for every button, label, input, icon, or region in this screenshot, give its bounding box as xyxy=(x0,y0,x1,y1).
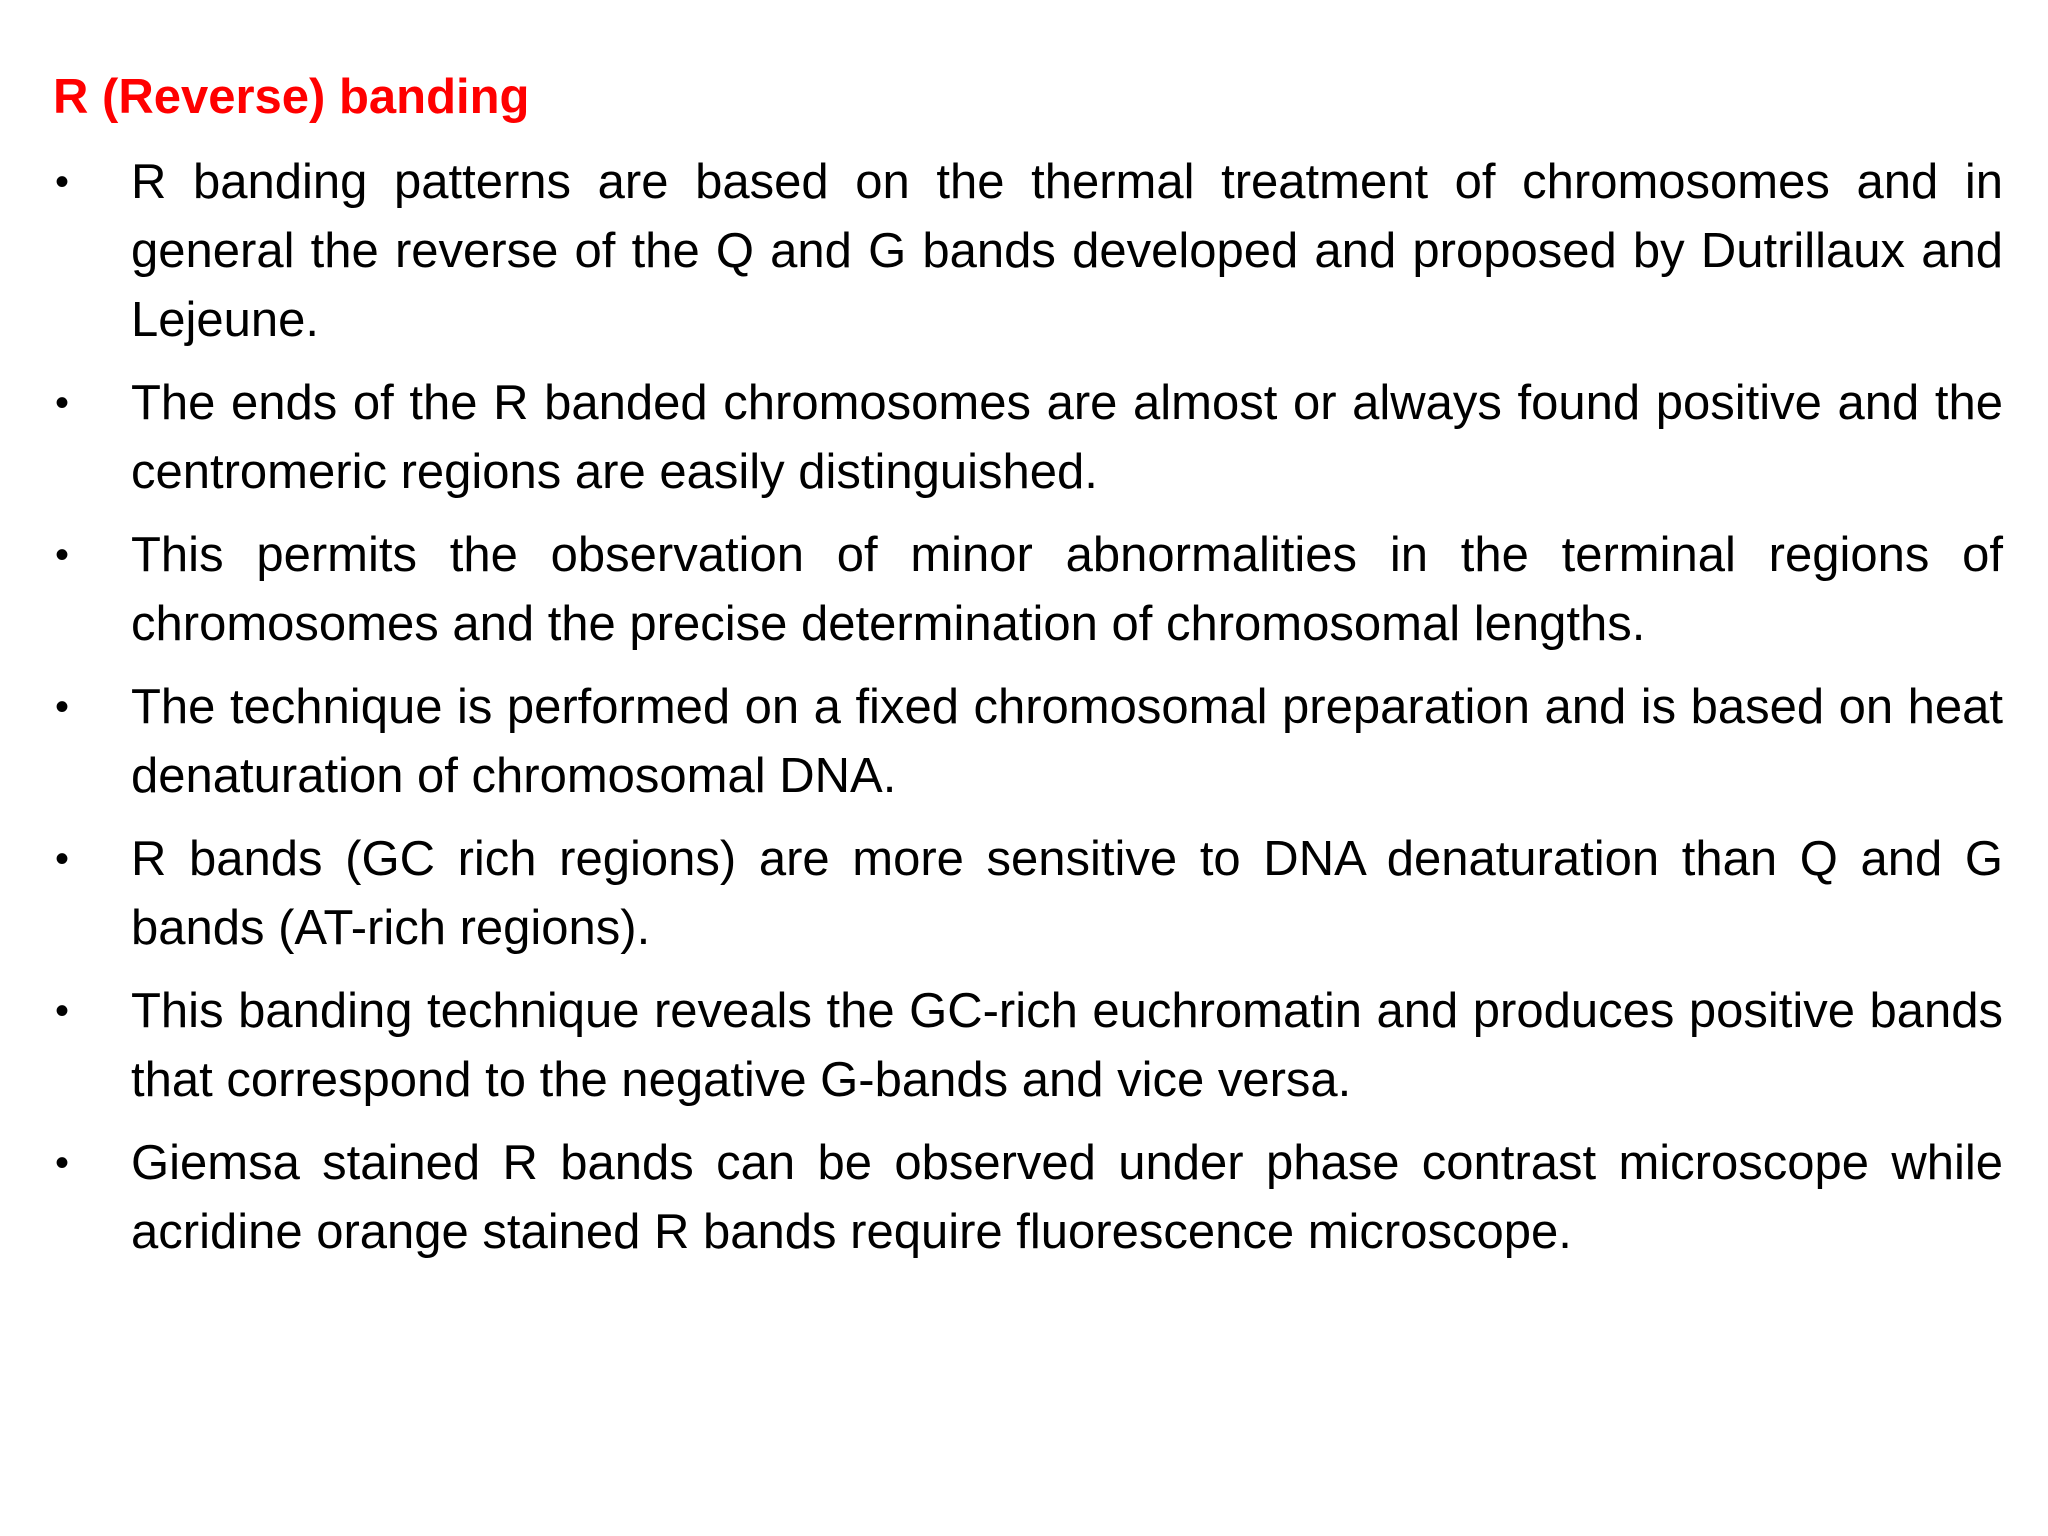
bullet-item xyxy=(53,521,2003,659)
bullet-text: The technique is performed on a fixed chromosomal preparation and is based on heat denaturation of chromosomal DNA. xyxy=(131,680,2003,803)
bullet-dot-icon: • xyxy=(55,381,70,425)
bullet-item xyxy=(53,369,2003,507)
bullet-dot-icon: • xyxy=(55,837,70,881)
bullet-text: The ends of the R banded chromosomes are almost or always found positive and the centromeric regions are easily distinguished. xyxy=(131,376,2003,499)
bullet-text: R banding patterns are based on the thermal treatment of chromosomes and in general the reverse of the Q and G bands developed and proposed by Dutrillaux and Lejeune. xyxy=(131,155,2003,347)
bullet-dot-icon: • xyxy=(55,533,70,577)
bullet-item xyxy=(53,977,2003,1115)
bullet-item xyxy=(53,673,2003,811)
bullet-text: This permits the observation of minor abnormalities in the terminal regions of chromosomes and the precise determination of chromosomal lengths. xyxy=(131,528,2003,651)
bullet-dot-icon: • xyxy=(55,989,70,1033)
bullet-dot-icon: • xyxy=(55,160,70,204)
bullet-list xyxy=(53,148,2003,1281)
bullet-dot-icon: • xyxy=(55,1141,70,1185)
slide-title: R (Reverse) banding xyxy=(53,70,530,124)
bullet-text: This banding technique reveals the GC-rich euchromatin and produces positive bands that correspond to the negative G-bands and vice versa. xyxy=(131,984,2003,1107)
bullet-item xyxy=(53,825,2003,963)
bullet-item xyxy=(53,1129,2003,1267)
bullet-item xyxy=(53,148,2003,355)
bullet-text: R bands (GC rich regions) are more sensitive to DNA denaturation than Q and G bands (AT-rich regions). xyxy=(131,832,2003,955)
bullet-dot-icon: • xyxy=(55,685,70,729)
bullet-text: Giemsa stained R bands can be observed under phase contrast microscope while acridine orange stained R bands require fluorescence microscope. xyxy=(131,1136,2003,1259)
